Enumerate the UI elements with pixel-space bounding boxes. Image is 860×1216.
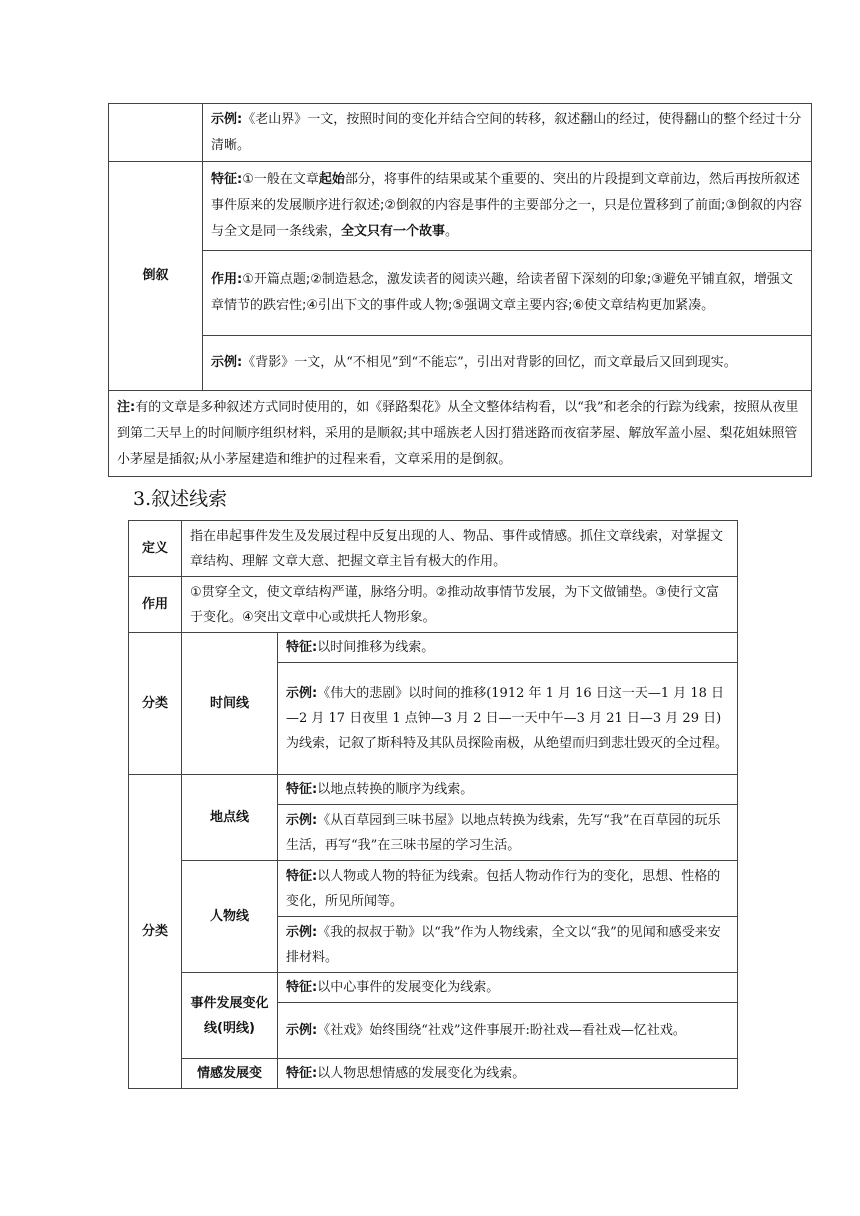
place-line-example-cell: [278, 805, 738, 861]
section-heading: [133, 484, 227, 511]
emotion-line-feature-cell: [278, 1059, 738, 1089]
flashback-example-cell: [203, 336, 812, 391]
example-text: 《伟大的悲剧》以时间的推移(1912 年 1 月 16 日这一天—1 月 18 日—2 月 17 日夜里 1 点钟—3 月 2 日—一天中午—3 月 21 日—3 月 29 日)为线索，记叙了斯科特及其队员探险南极，从绝望而归到悲壮毁灭的全过程。: [286, 686, 729, 751]
time-line-feature-cell: [278, 633, 738, 663]
feature-text: 以中心事件的发展变化为线索。: [317, 980, 500, 995]
event-line-feature-cell: [278, 973, 738, 1003]
note-cell: [109, 391, 812, 477]
person-line-feature-cell: [278, 861, 738, 917]
note-label: 注:: [117, 399, 136, 415]
example-text: 《从百草园到三味书屋》以地点转换为线索，先写“我”在百草园的玩乐生活，再写“我”在三味书屋的学习生活。: [286, 812, 721, 853]
example-label: 示例:: [211, 355, 243, 370]
feature-label: 特征:: [286, 980, 318, 995]
classify-label: 分类: [129, 633, 182, 775]
example-label: 示例:: [286, 1023, 318, 1038]
place-line-name: 地点线: [182, 775, 278, 861]
feature-text: 以人物或人物的特征为线索。包括人物动作行为的变化，思想、性格的变化，所见所闻等。: [286, 868, 721, 909]
top-example-text: 《老山界》一文，按照时间的变化并结合空间的转移，叙述翻山的经过，使得翻山的整个经过十分清晰。: [211, 111, 802, 153]
clue-table: [128, 520, 738, 1089]
feature-label: 特征:: [286, 782, 318, 797]
feature-text: 以地点转换的顺序为线索。: [317, 782, 474, 797]
top-example-cell: [203, 104, 812, 162]
feature-text-1: ①一般在文章: [242, 172, 319, 187]
definition-label: 定义: [129, 521, 182, 577]
function-text: ①贯穿全文，使文章结构严谨，脉络分明。②推动故事情节发展，为下文做铺垫。③使行文富于变化。④突出文章中心或烘托人物形象。: [182, 577, 738, 633]
event-line-name: 事件发展变化线(明线): [182, 973, 278, 1059]
feature-label: 特征:: [211, 172, 243, 187]
flashback-category: 倒叙: [109, 162, 203, 391]
feature-text: 以时间推移为线索。: [317, 640, 435, 655]
feature-label: 特征:: [286, 1066, 318, 1081]
example-label: 示例:: [286, 924, 318, 940]
example-text: 《我的叔叔于勒》以“我”作为人物线索，全文以“我”的见闻和感受来安排材料。: [286, 924, 721, 965]
example-label: 示例:: [286, 686, 318, 701]
function-label: 作用: [129, 577, 182, 633]
time-line-example-cell: [278, 663, 738, 775]
section-title: 叙述线索: [151, 488, 228, 510]
feature-label: 特征:: [286, 640, 318, 655]
event-line-example-cell: [278, 1003, 738, 1059]
section-number: 3.: [133, 488, 152, 510]
classify-label-2: 分类: [129, 775, 182, 1089]
feature-bold-1: 起始: [318, 172, 345, 187]
function-label: 作用:: [211, 272, 243, 287]
emotion-line-name: 情感发展变: [182, 1059, 278, 1089]
empty-category-cell: [109, 104, 203, 162]
time-line-name: 时间线: [182, 633, 278, 775]
example-text: 《社戏》始终围绕“社戏”这件事展开:盼社戏—看社戏—忆社戏。: [317, 1023, 686, 1038]
flashback-table: [108, 103, 812, 477]
example-label: 示例:: [211, 111, 243, 127]
person-line-name: 人物线: [182, 861, 278, 973]
example-text: 《背影》一文，从“不相见”到“不能忘”，引出对背影的回忆，而文章最后又回到现实。: [242, 355, 737, 370]
place-line-feature-cell: [278, 775, 738, 805]
flashback-feature-cell: [203, 162, 812, 251]
feature-text: 以人物思想情感的发展变化为线索。: [317, 1066, 526, 1081]
person-line-example-cell: [278, 917, 738, 973]
feature-label: 特征:: [286, 868, 318, 884]
definition-text: 指在串起事件发生及发展过程中反复出现的人、物品、事件或情感。抓住文章线索，对掌握文章结构、理解 文章大意、把握文章主旨有极大的作用。: [182, 521, 738, 577]
flashback-function-cell: [203, 251, 812, 336]
function-text: ①开篇点题;②制造悬念，激发读者的阅读兴趣，给读者留下深刻的印象;③避免平铺直叙，增强文章情节的跌宕性;④引出下文的事件或人物;⑤强调文章主要内容;⑥使文章结构更加紧凑。: [211, 272, 793, 313]
note-text: 有的文章是多种叙述方式同时使用的，如《驿路梨花》从全文整体结构看，以“我”和老余的行踪为线索，按照从夜里到第二天早上的时间顺序组织材料，采用的是顺叙;其中瑶族老人因打猎迷路而夜宿茅屋、解放军盖小屋、梨花姐妹照管小茅屋是插叙;从小茅屋建造和维护的过程来看，文章采用的是倒叙。: [117, 399, 799, 467]
feature-bold-2: 全文只有一个故事: [341, 224, 446, 239]
example-label: 示例:: [286, 812, 318, 828]
feature-text-3: 。: [445, 224, 459, 239]
feature-text-2: 部分，将事件的结果或某个重要的、突出的片段提到文章前边，然后再按所叙述事件原来的发展顺序进行叙述;②倒叙的内容是事件的主要部分之一，只是位置移到了前面;③倒叙的内容与全文是同一条线索，: [211, 172, 803, 239]
